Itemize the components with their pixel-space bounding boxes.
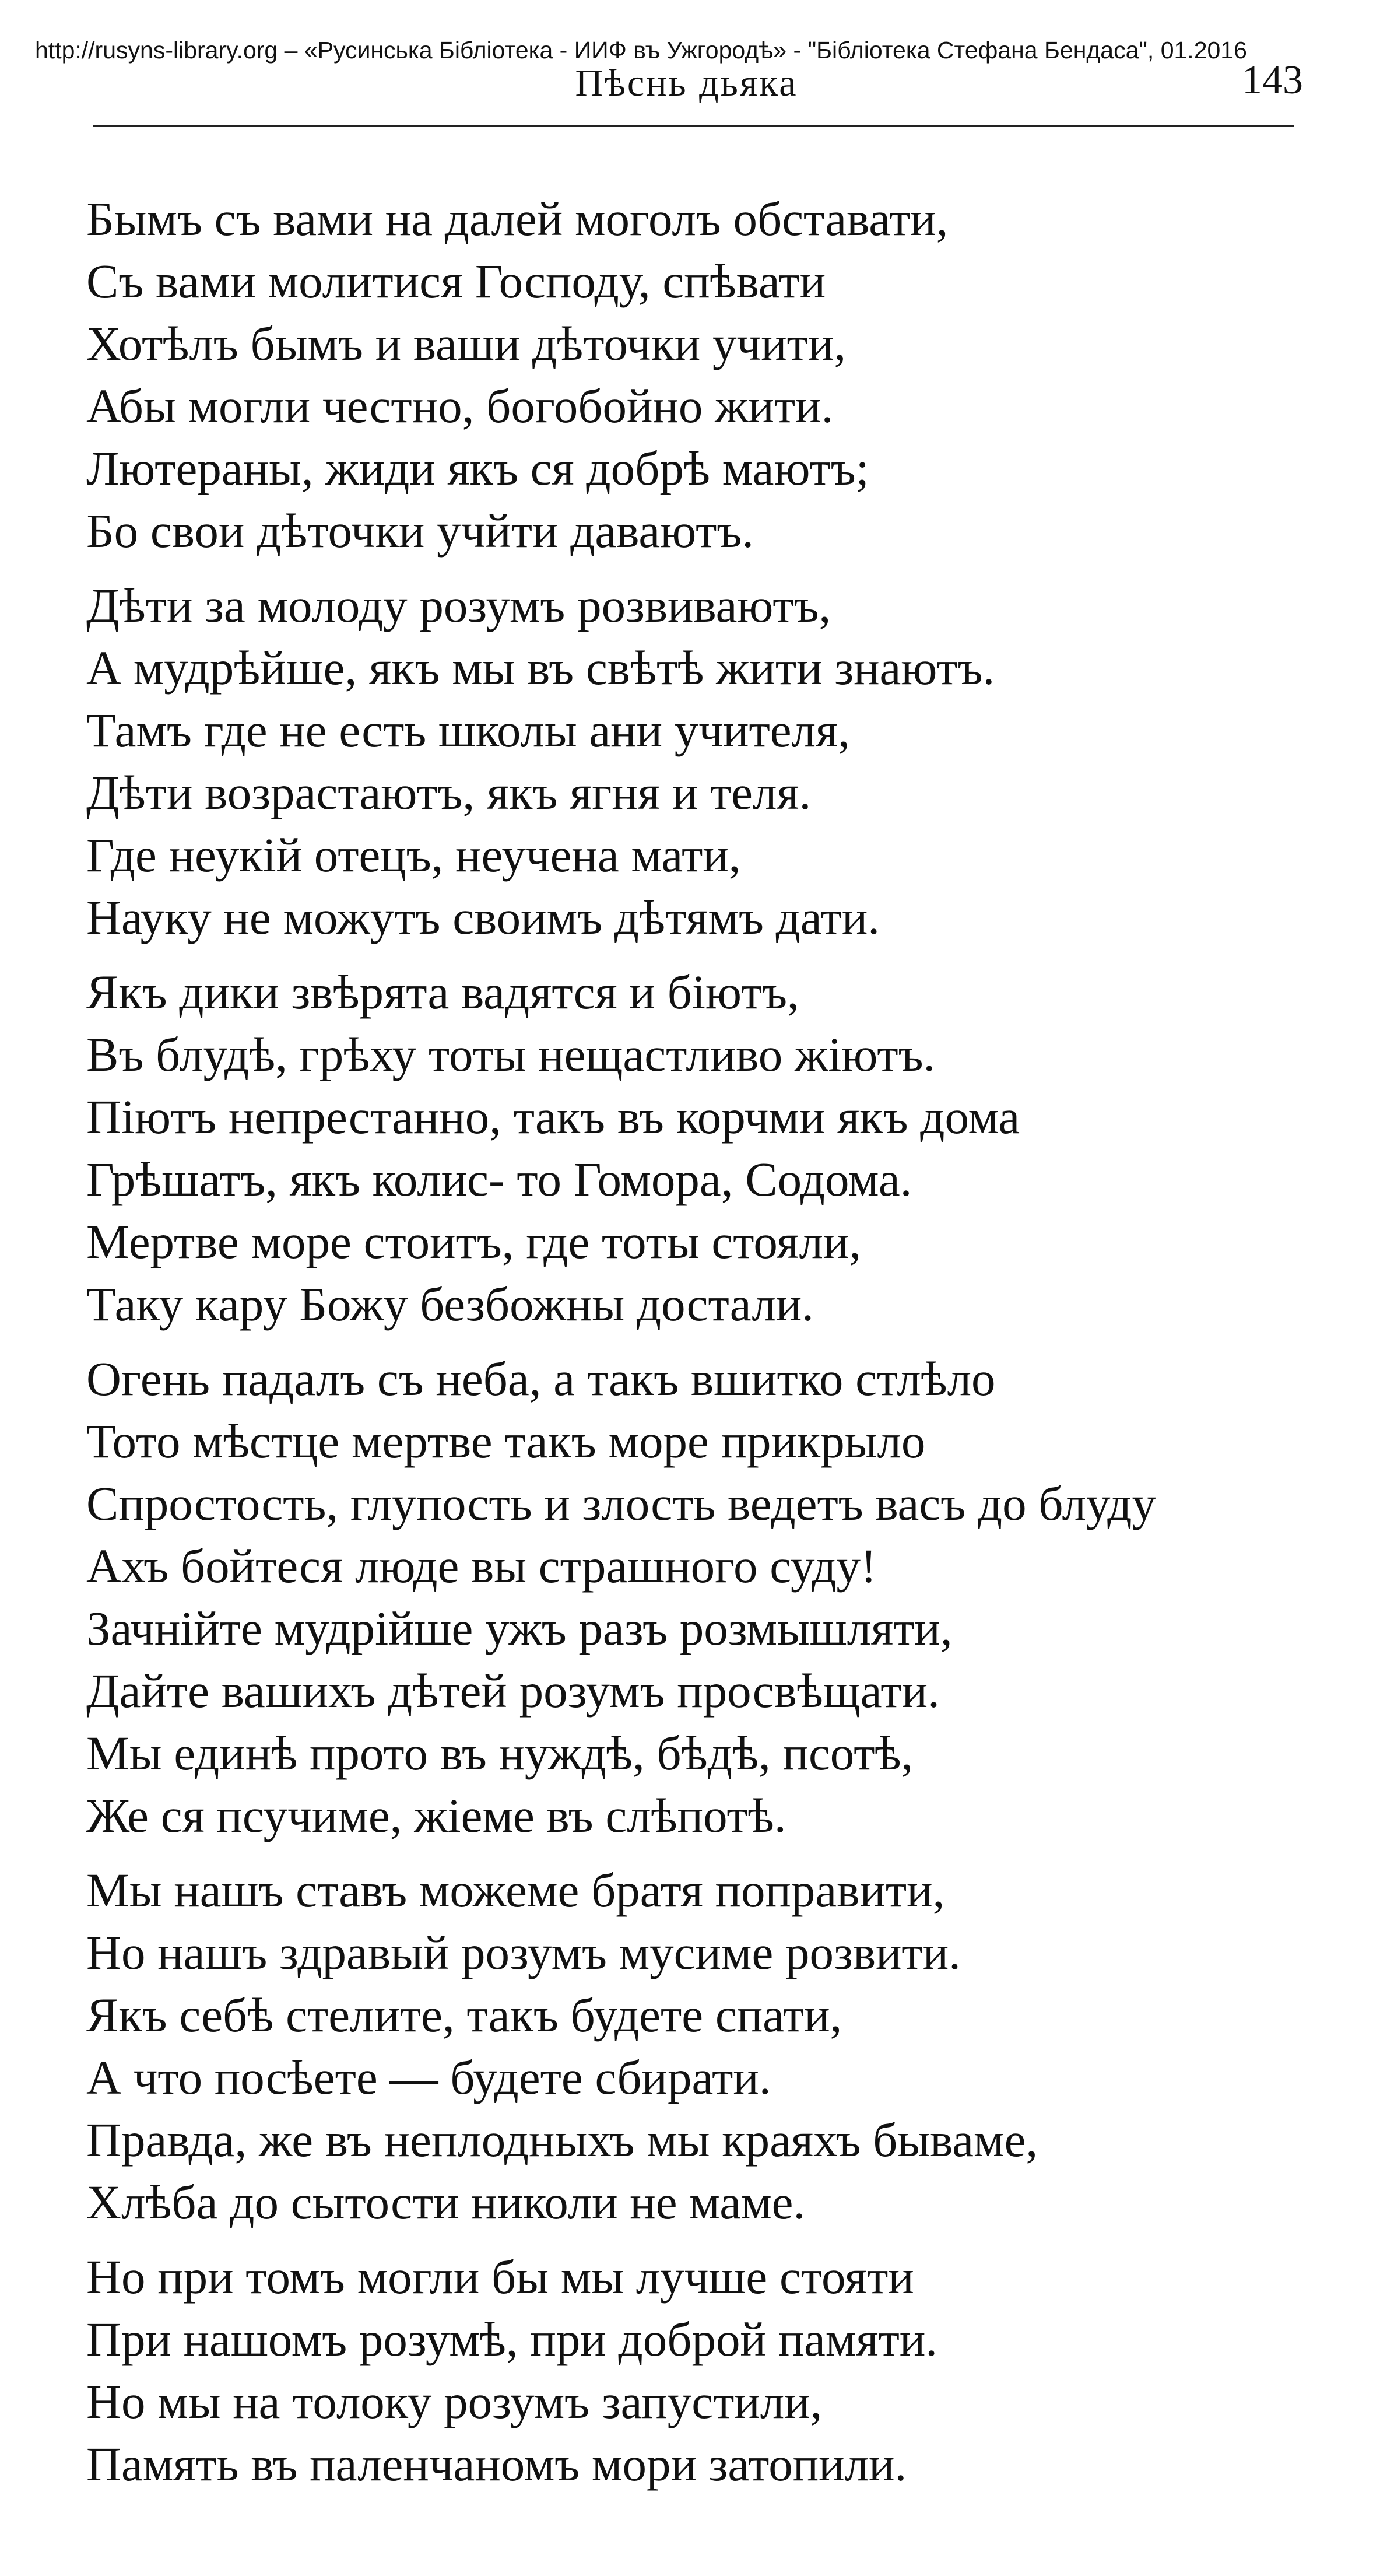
poem-line: Грѣшатъ, якъ колис- то Гомора, Содома. [86,1152,912,1206]
stanza [86,1859,1346,2234]
poem-line: Бымъ съ вами на далей моголъ обставати, [86,192,949,246]
stanza [86,574,1346,949]
poem-line: Дѣти за молоду розумъ розвиваютъ, [86,579,831,632]
poem-line: Мы единѣ прото въ нуждѣ, бѣдѣ, псотѣ, [86,1726,914,1780]
poem-line: Же ся псучиме, жіеме въ слѣпотѣ. [86,1789,786,1842]
poem-line: Въ блудѣ, грѣху тоты нещастливо жіютъ. [86,1028,936,1081]
poem-line: А что посѣете — будете сбирати. [86,2051,771,2104]
poem-line: Лютераны, жиди якъ ся добрѣ маютъ; [86,441,869,495]
poem-line: Тамъ где не есть школы ани учителя, [86,703,850,757]
poem-line: Таку кару Божу безбожны достали. [86,1277,814,1331]
poem-line: Где неукій отецъ, неучена мати, [86,828,741,882]
poem-line: Зачнійте мудрійше ужъ разъ розмышляти, [86,1601,953,1655]
stanza [86,2246,1346,2496]
poem-line: Хлѣба до сытости николи не маме. [86,2175,806,2229]
source-url-line: http://rusyns-library.org – «Русинська Бібліотека - ИИФ въ Ужгородѣ» - "Бібліотека Стефана Бендаса", 01.2016 [35,37,1247,64]
poem-line: Но при томъ могли бы мы лучше стояти [86,2250,914,2304]
poem-line: Но мы на толоку розумъ запустили, [86,2375,823,2428]
header-rule [93,125,1294,127]
page-number: 143 [1242,58,1303,103]
poem-line: Бо свои дѣточки учйти даваютъ. [86,504,754,558]
poem-line: Науку не можутъ своимъ дѣтямъ дати. [86,891,880,944]
stanza [86,1348,1346,1847]
poem-line: Мертве море стоитъ, где тоты стояли, [86,1215,862,1268]
poem-line: Дайте вашихъ дѣтей розумъ просвѣщати. [86,1664,940,1718]
poem-line: А мудрѣйше, якъ мы въ свѣтѣ жити знаютъ. [86,641,995,695]
stanza [86,188,1346,562]
poem-line: Піютъ непрестанно, такъ въ корчми якъ дома [86,1090,1020,1144]
poem-body [86,188,1346,2508]
running-head-title: Пѣснь дьяка [575,62,798,104]
poem-line: Якъ дики звѣрята вадятся и біютъ, [86,965,799,1019]
running-head [0,58,1373,104]
poem-line: Правда, же въ неплодныхъ мы краяхъ бываме, [86,2113,1038,2167]
poem-line: Мы нашъ ставъ можеме братя поправити, [86,1863,945,1917]
poem-line: Дѣти возрастаютъ, якъ ягня и теля. [86,766,812,819]
poem-line: При нашомъ розумѣ, при доброй памяти. [86,2312,938,2366]
poem-line: Абы могли честно, богобойно жити. [86,379,834,433]
poem-line: Но нашъ здравый розумъ мусиме розвити. [86,1926,961,1979]
poem-line: Память въ паленчаномъ мори затопили. [86,2437,907,2491]
poem-line: Спростость, глупость и злость ведетъ васъ до блуду [86,1477,1156,1530]
poem-line: Якъ себѣ стелите, такъ будете спати, [86,1988,842,2042]
poem-line: Съ вами молитися Господу, спѣвати [86,254,826,308]
poem-line: Огень падалъ съ неба, а такъ вшитко стлѣло [86,1352,996,1406]
stanza [86,961,1346,1336]
poem-line: Хотѣлъ бымъ и ваши дѣточки учити, [86,317,847,370]
poem-line: Ахъ бойтеся люде вы страшного суду! [86,1539,877,1593]
poem-line: Тото мѣстце мертве такъ море прикрыло [86,1414,926,1468]
